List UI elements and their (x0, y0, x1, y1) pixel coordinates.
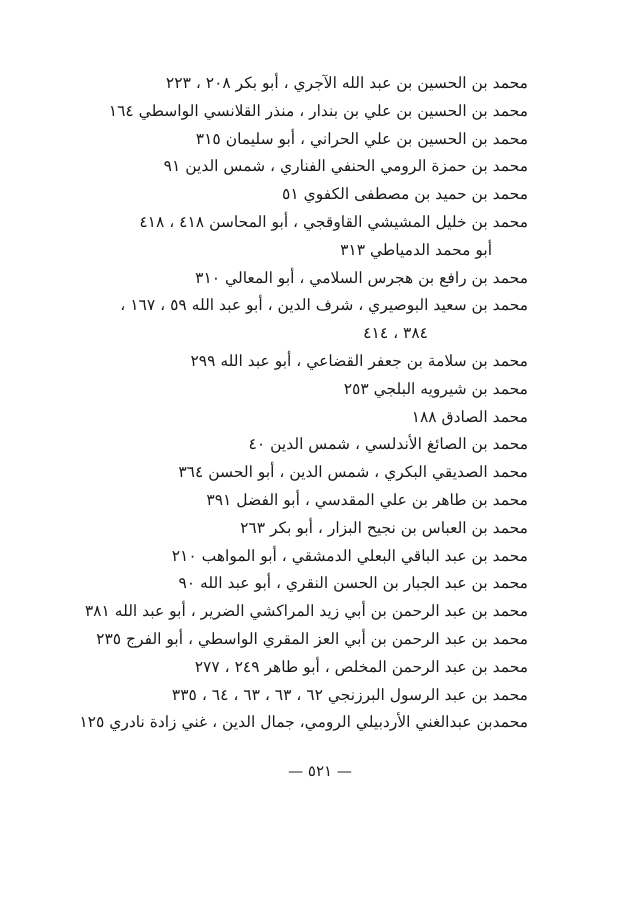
index-entry: محمد بن الحسين بن عبد الله الآجري ، أبو بكر ٢٠٨ ، ٢٢٣ (165, 74, 528, 92)
index-entry: محمد الصادق ١٨٨ (411, 407, 528, 426)
index-entry: محمد بن حميد بن مصطفى الكفوي ٥١ (282, 185, 528, 204)
index-entry: محمد الصديقي البكري ، شمس الدين ، أبو الحسن ٣٦٤ (178, 463, 528, 482)
index-entry: محمد بن الصائغ الأندلسي ، شمس الدين ٤٠ (248, 435, 528, 454)
index-entry: محمد بن سعيد البوصيري ، شرف الدين ، أبو عبد الله ٥٩ ، ١٦٧ ، (120, 296, 528, 315)
index-entry: محمد بن سلامة بن جعفر القضاعي ، أبو عبد الله ٢٩٩ (190, 351, 528, 370)
index-entry: محمد بن الحسين بن علي الحراني ، أبو سليمان ٣١٥ (195, 129, 528, 148)
index-entry: محمد بن حمزة الرومي الحنفي الفناري ، شمس الدين ٩١ (163, 157, 528, 176)
index-entry: محمد بن شيرويه البلجي ٢٥٣ (343, 379, 528, 398)
index-entry: محمد بن عبد الرحمن المخلص ، أبو طاهر ٢٤٩ ، ٢٧٧ (194, 657, 528, 676)
index-entry: محمد بن عبد الرحمن بن أبي العز المقري الواسطي ، أبو الفرج ٢٣٥ (96, 629, 528, 648)
index-entry: محمد بن رافع بن هجرس السلامي ، أبو المعالي ٣١٠ (195, 268, 528, 287)
index-entry: محمد بن خليل المشيشي القاوقجي ، أبو المحاسن ٤١٨ ، ٤١٨ (139, 212, 528, 231)
index-entry: محمد بن طاهر بن علي المقدسي ، أبو الفضل ٣٩١ (206, 490, 528, 509)
index-entry: ٣٨٤ ، ٤١٤ (363, 324, 428, 343)
index-entry: محمد بن عبد الرسول البرزنجي ٦٢ ، ٦٣ ، ٦٣ ، ٦٤ ، ٣٣٥ (171, 685, 528, 704)
index-entry: محمد بن عبد الرحمن بن أبي زيد المراكشي الضرير ، أبو عبد الله ٣٨١ (84, 602, 528, 621)
index-entry: محمدبن عبدالغني الأردبيلي الرومي، جمال الدين ، غني زادة نادري ١٢٥ (79, 713, 528, 732)
index-entry: محمد بن الحسين بن علي بن بندار ، منذر القلانسي الواسطي ١٦٤ (108, 101, 528, 120)
index-entry: أبو محمد الدمياطي ٣١٣ (340, 240, 492, 259)
index-entry: محمد بن عبد الجبار بن الحسن النقري ، أبو عبد الله ٩٠ (178, 574, 528, 593)
index-entry: محمد بن عبد الباقي البعلي الدمشقي ، أبو المواهب ٢١٠ (171, 546, 528, 565)
index-entries (79, 70, 528, 737)
page-number: — ٥٢١ — (288, 762, 352, 780)
index-entry: محمد بن العباس بن نجيح البزار ، أبو بكر ٢٦٣ (240, 518, 528, 537)
